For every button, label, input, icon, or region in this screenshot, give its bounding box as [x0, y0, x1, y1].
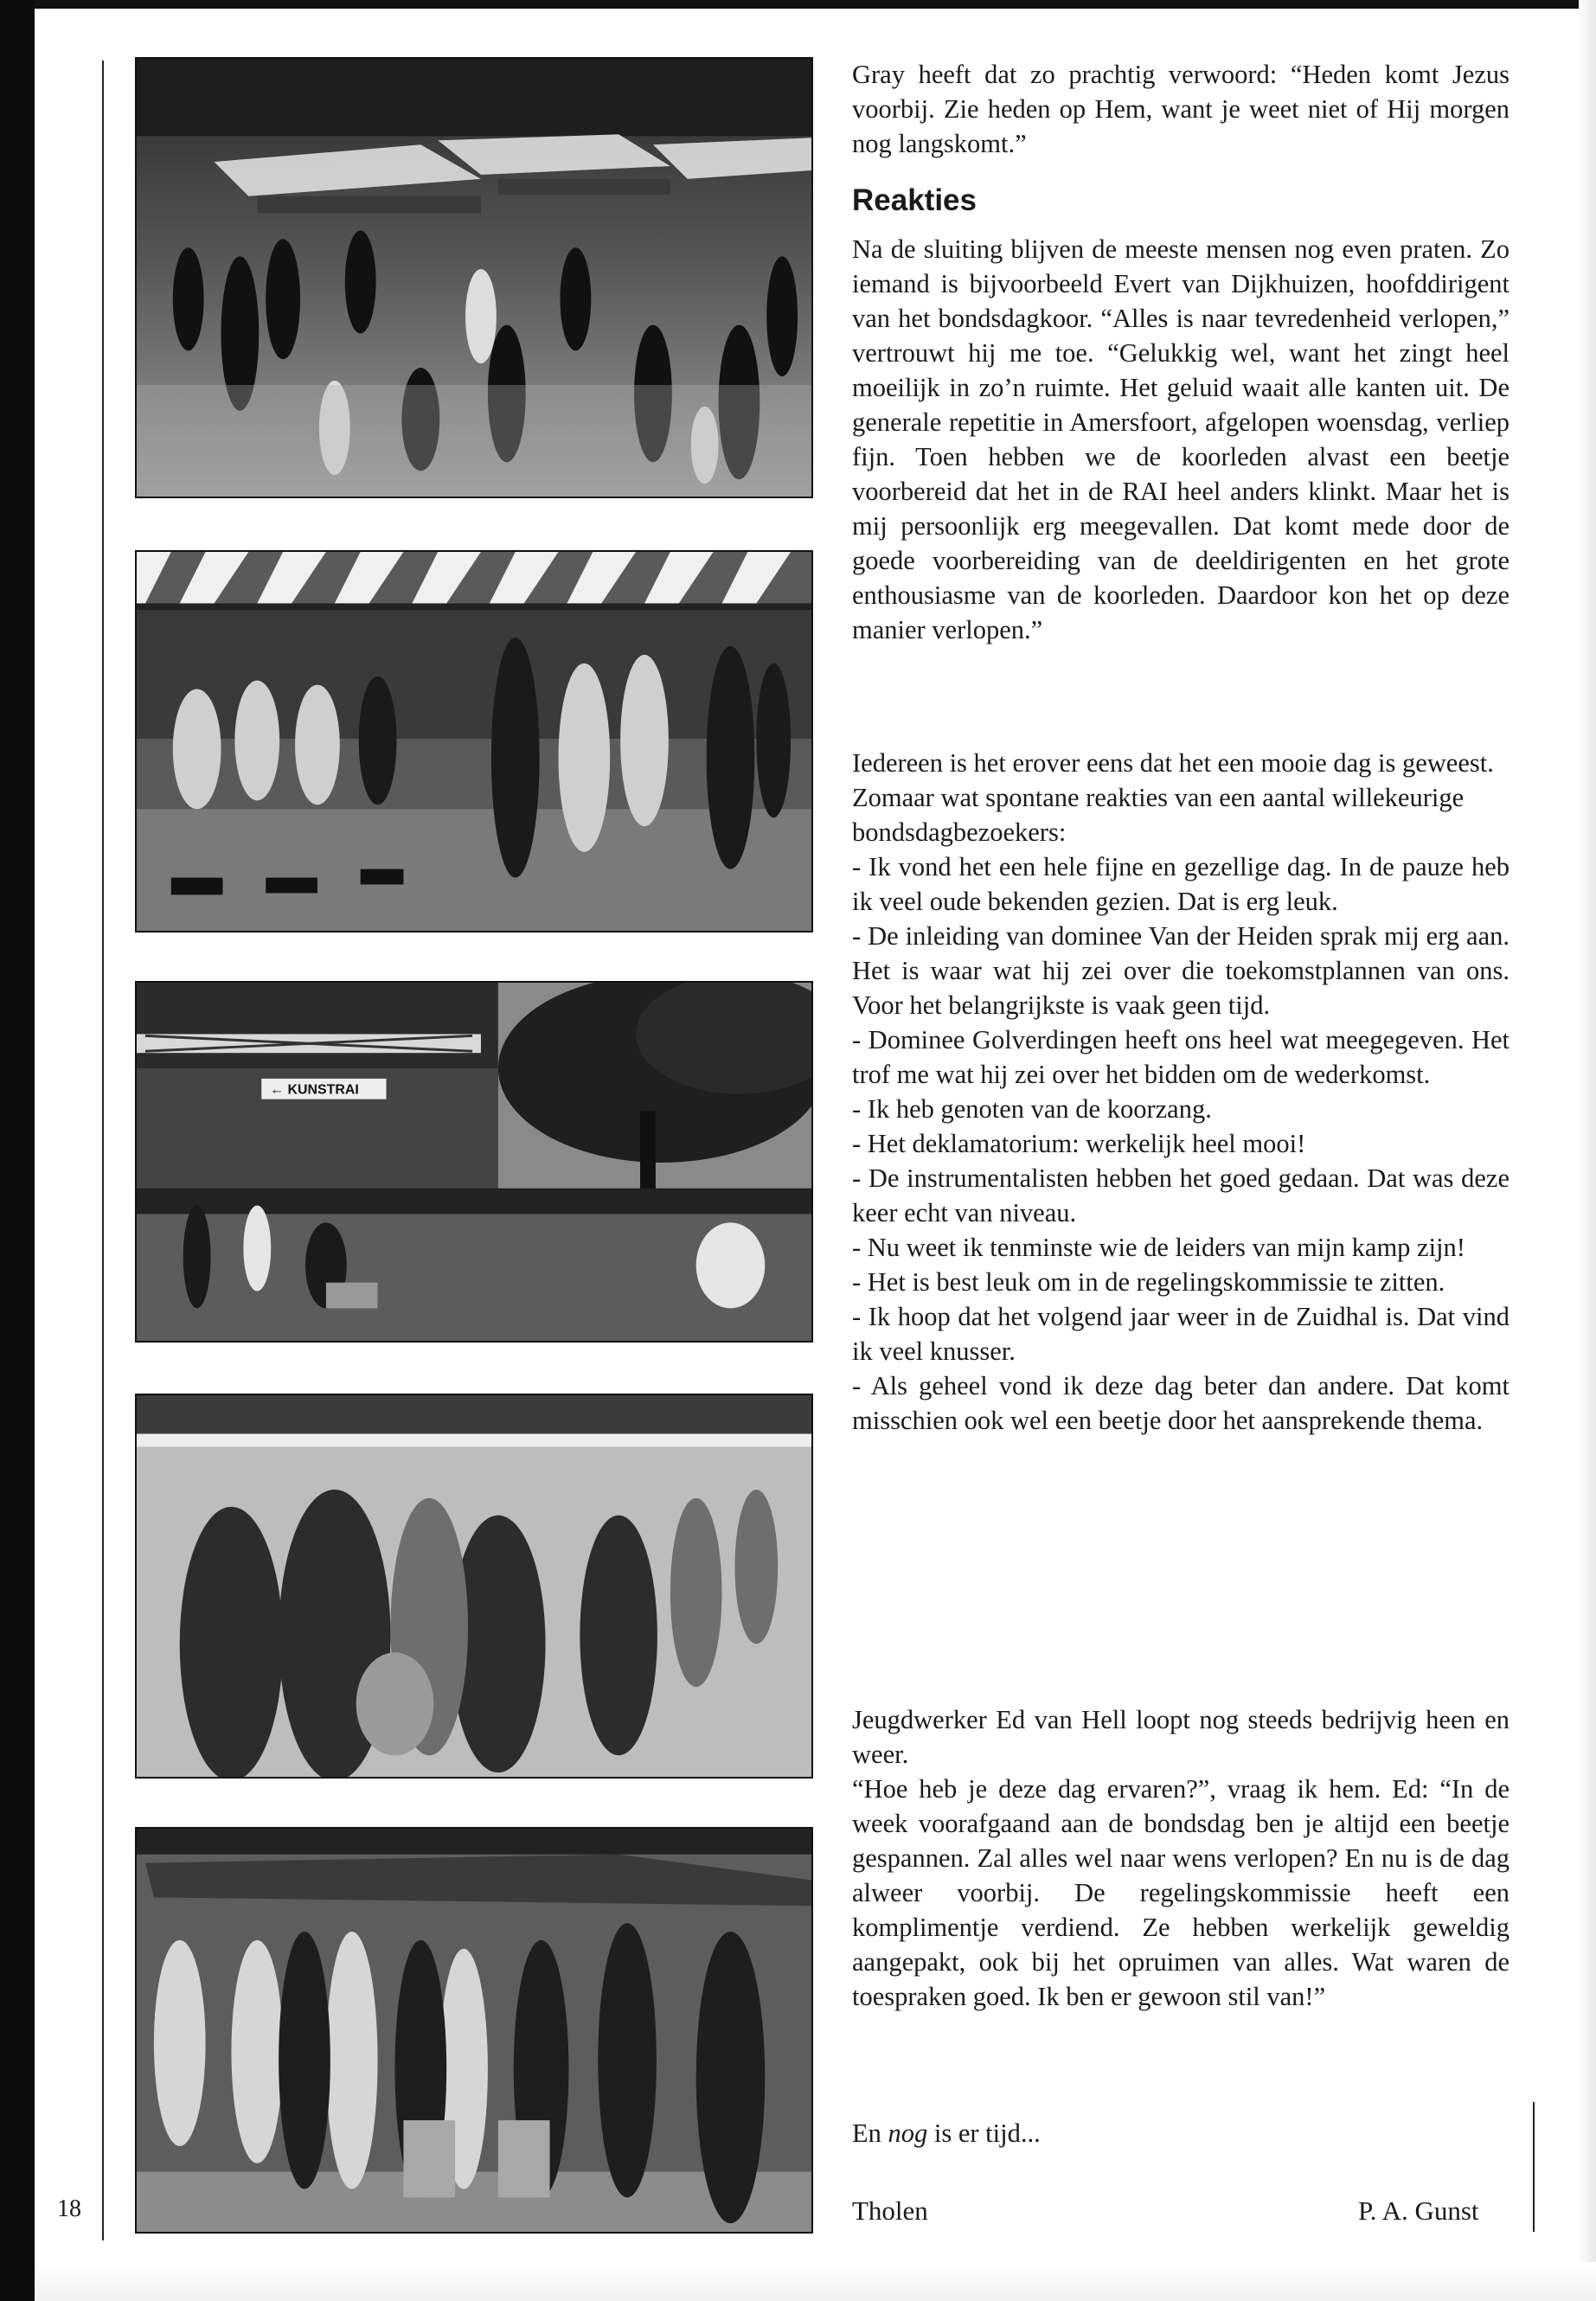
quote-6: - De instrumentalisten hebben het goed gedaan. Dat was deze keer echt van niveau.: [852, 1163, 1509, 1227]
section-heading: Reakties: [852, 183, 977, 217]
scan-edge-right: [1579, 0, 1596, 2301]
koor-paragraph: [852, 232, 1509, 647]
quote-10: - Als geheel vond ik deze dag beter dan andere. Dat komt misschien ook wel een beetje door het aansprekende thema.: [852, 1371, 1509, 1435]
photo-crowd-awning: [135, 1827, 813, 2234]
paragraph-3: Zomaar wat spontane reakties van een aantal willekeurige bondsdagbezoekers:: [852, 783, 1465, 847]
photo-kunstrai-entrance: [135, 981, 813, 1343]
photo-youths-under-canopy: [135, 550, 813, 933]
photo-women-talking: [135, 1394, 813, 1779]
quote-1: - Ik vond het een hele fijne en gezellige dag. In de pauze heb ik veel oude bekenden gezien. Dat is erg leuk.: [852, 852, 1509, 916]
quote-8: - Het is best leuk om in de regelingskommissie te zitten.: [852, 1267, 1445, 1297]
closing-line: [852, 2116, 1509, 2150]
paragraph-5: “Hoe heb je deze dag ervaren?”, vraag ik hem. Ed: “In de week voorafgaand aan de bondsdag ben je altijd een beetje gespannen. Zal alles wel naar wens verlopen? En nu is de dag alweer voorbij. De regelingskommissie heeft een komplimentje verdiend. Ze hebben werkelijk geweldig aangepakt, ook bij het opruimen van alles. Wat waren de toespraken goed. Ik ben er gewoon stil van!”: [852, 1774, 1509, 2011]
intro-paragraph: [852, 57, 1509, 161]
closing-text: [852, 2116, 1509, 2150]
closing-pre: En: [852, 2118, 888, 2148]
quote-3: - Dominee Golverdingen heeft ons heel wat meegegeven. Het trof me wat hij zei over het bidden om de wederkomst.: [852, 1025, 1509, 1089]
paragraph-4: Jeugdwerker Ed van Hell loopt nog steeds bedrijvig heen en weer.: [852, 1705, 1509, 1769]
quote-2: - De inleiding van dominee Van der Heiden sprak mij erg aan. Het is waar wat hij zei over die toekomstplannen van ons. Voor het belangrijkste is vaak geen tijd.: [852, 921, 1509, 1020]
paragraph-1: Na de sluiting blijven de meeste mensen nog even praten. Zo iemand is bijvoorbeeld Evert van Dijkhuizen, hoofddirigent van het bondsdagkoor. “Alles is naar tevredenheid verlopen,” vertrouwt hij me toe. “Gelukkig wel, want het zingt heel moeilijk in zo’n ruimte. Het geluid waait alle kanten uit. De generale repetitie in Amersfoort, afgelopen woensdag, verliep fijn. Toen hebben we de koorleden alvast een beetje voorbereid dat het in de RAI heel anders klinkt. Maar het is mij persoonlijk erg meegevallen. Dat komt mede door de goede voorbereiding van de deeldirigenten en het grote enthousiasme van de koorleden. Daardoor kon het op deze manier verlopen.”: [852, 234, 1509, 644]
page-number: 18: [57, 2195, 81, 2222]
quote-7: - Nu weet ik tenminste wie de leiders van mijn kamp zijn!: [852, 1233, 1465, 1262]
signature-place: Tholen: [852, 2195, 928, 2226]
scan-edge-top: [35, 0, 1596, 9]
quote-5: - Het deklamatorium: werkelijk heel mooi!: [852, 1129, 1306, 1158]
kunstrai-sign: ← KUNSTRAI: [270, 1082, 359, 1098]
paragraph-2: Iedereen is het erover eens dat het een mooie dag is geweest.: [852, 748, 1494, 778]
signature-rule: [1533, 2102, 1535, 2232]
intro-text: Gray heeft dat zo prachtig verwoord: “Heden komt Jezus voorbij. Zie heden op Hem, want je weet niet of Hij morgen nog langskomt.”: [852, 60, 1509, 158]
closing-post: is er tijd...: [927, 2118, 1041, 2148]
scan-bottom-shadow: [35, 2262, 1596, 2301]
quote-9: - Ik hoop dat het volgend jaar weer in de Zuidhal is. Dat vind ik veel knusser.: [852, 1302, 1509, 1366]
scan-edge-left: [0, 0, 35, 2301]
closing-emphasis: nog: [888, 2118, 928, 2148]
signature-author: P. A. Gunst: [1358, 2195, 1479, 2226]
margin-rule: [102, 61, 104, 2240]
quote-4: - Ik heb genoten van de koorzang.: [852, 1094, 1212, 1124]
reakties-block: [852, 746, 1509, 1438]
ed-block: [852, 1702, 1509, 2014]
section-reakties: [852, 183, 1509, 218]
photo-market-stalls: [135, 57, 813, 498]
